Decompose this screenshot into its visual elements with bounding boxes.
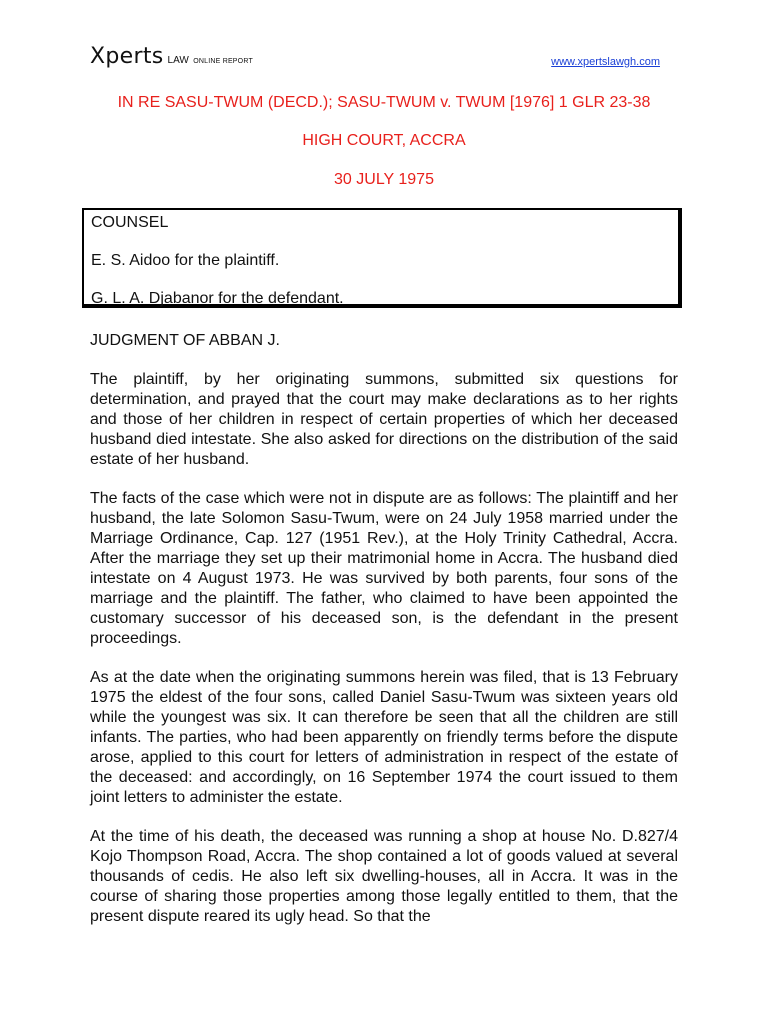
counsel-box	[82, 208, 682, 308]
counsel-defendant: G. L. A. Djabanor for the defendant.	[91, 290, 344, 307]
counsel-heading: COUNSEL	[91, 214, 169, 231]
website-link[interactable]: www.xpertslawgh.com	[551, 56, 660, 68]
judgment-paragraph: The plaintiff, by her originating summons, submitted six questions for determination, and prayed that the court may make declarations as to her rights and those of her children in respect of certain properties of which her deceased husband died intestate. She also asked for directions on the distribution of the said estate of her husband.	[90, 371, 678, 468]
case-title: IN RE SASU-TWUM (DECD.); SASU-TWUM v. TWUM [1976] 1 GLR 23-38	[117, 94, 651, 111]
judgment-paragraph: As at the date when the originating summons herein was filed, that is 13 February 1975 the eldest of the four sons, called Daniel Sasu-Twum was sixteen years old while the youngest was six. It can therefore be seen that all the children are still infants. The parties, who had been apparently on friendly terms before the dispute arose, applied to this court for letters of administration in respect of the estate of the deceased: and accordingly, on 16 September 1974 the court issued to them joint letters to administer the estate.	[90, 669, 678, 806]
court-name: HIGH COURT, ACCRA	[302, 132, 466, 149]
brand-law: LAW	[167, 55, 189, 66]
judgment-date: 30 JULY 1975	[334, 171, 434, 188]
counsel-plaintiff: E. S. Aidoo for the plaintiff.	[91, 252, 280, 269]
judgment-heading: JUDGMENT OF ABBAN J.	[90, 332, 280, 349]
brand-name: Xperts	[90, 44, 164, 69]
brand-subtitle: ONLINE REPORT	[193, 58, 253, 65]
page-header	[90, 44, 660, 74]
judgment-paragraph: At the time of his death, the deceased was running a shop at house No. D.827/4 Kojo Thompson Road, Accra. The shop contained a lot of goods valued at several thousands of cedis. He also left six dwelling-houses, all in Accra. It was in the course of sharing those properties among those legally entitled to them, that the present dispute reared its ugly head. So that the	[90, 828, 678, 925]
judgment-paragraph: The facts of the case which were not in dispute are as follows: The plaintiff and her husband, the late Solomon Sasu-Twum, were on 24 July 1958 married under the Marriage Ordinance, Cap. 127 (1951 Rev.), at the Holy Trinity Cathedral, Accra. After the marriage they set up their matrimonial home in Accra. The husband died intestate on 4 August 1973. He was survived by both parents, four sons of the marriage and the plaintiff. The father, who claimed to have been appointed the customary successor of his deceased son, is the defendant in the present proceedings.	[90, 490, 678, 647]
brand-logo	[90, 44, 253, 69]
